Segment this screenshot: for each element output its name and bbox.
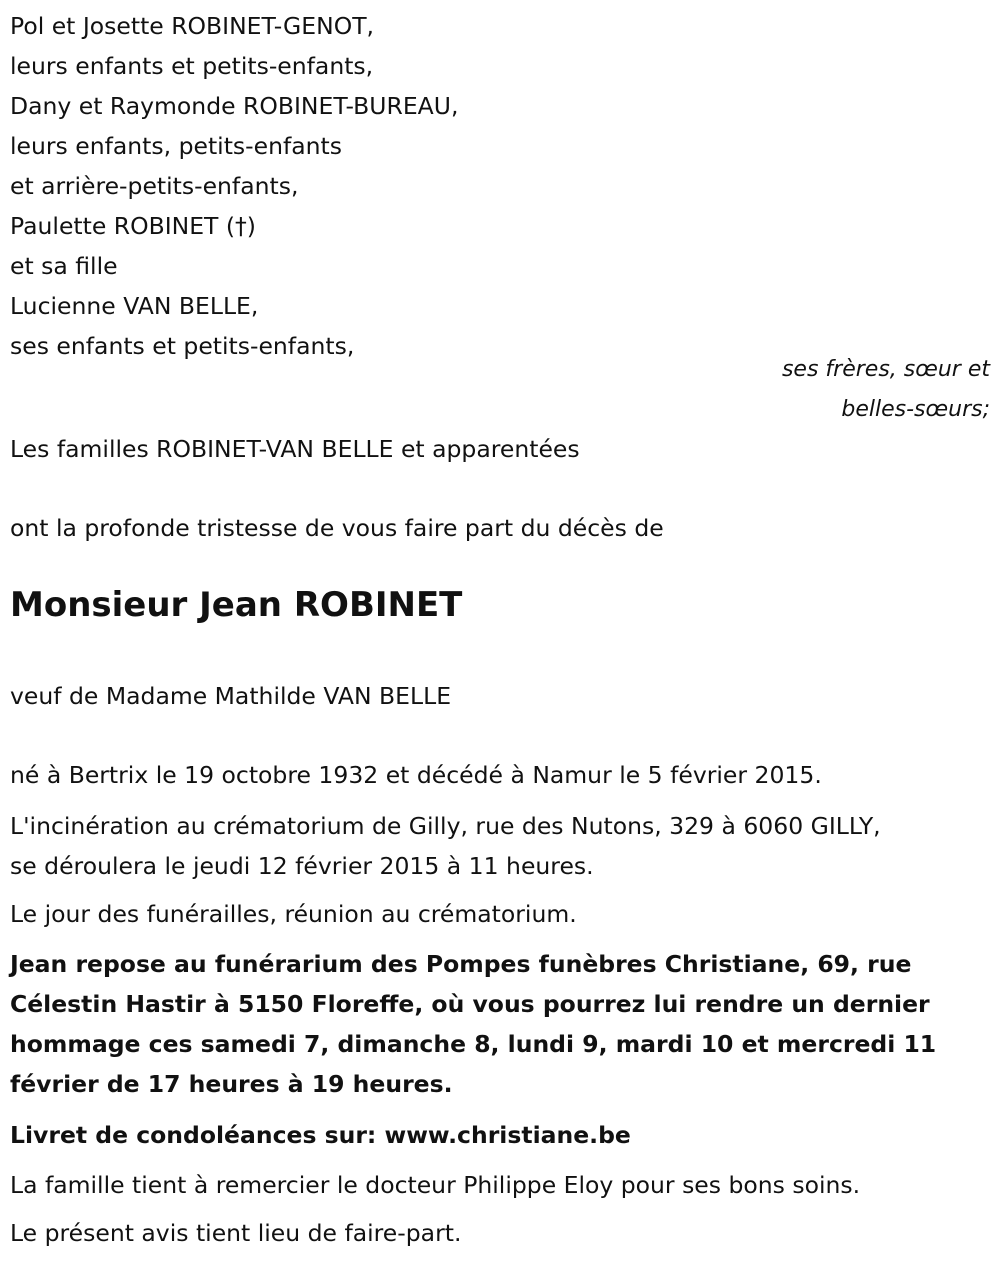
- deceased-name: Monsieur Jean ROBINET: [10, 585, 463, 625]
- announcement: ont la profonde tristesse de vous faire part du décès de: [10, 514, 664, 542]
- family-line: et sa fille: [10, 252, 118, 280]
- family-line: et arrière-petits-enfants,: [10, 172, 299, 200]
- cremation-line: se déroulera le jeudi 12 février 2015 à 11 heures.: [10, 852, 594, 880]
- family-line: leurs enfants et petits-enfants,: [10, 52, 374, 80]
- siblings-line: ses frères, sœur et: [781, 357, 990, 382]
- thanks: La famille tient à remercier le docteur Philippe Eloy pour ses bons soins.: [10, 1171, 861, 1199]
- cremation-line: L'incinération au crématorium de Gilly, rue des Nutons, 329 à 6060 GILLY,: [10, 812, 881, 840]
- cremation: [10, 806, 881, 886]
- family-line: Lucienne VAN BELLE,: [10, 292, 259, 320]
- family-line: leurs enfants, petits-enfants: [10, 132, 343, 160]
- family-list: [10, 6, 458, 366]
- family-line: Paulette ROBINET (†): [10, 212, 256, 240]
- gathering: Le jour des funérailles, réunion au crématorium.: [10, 900, 577, 928]
- birth-death: né à Bertrix le 19 octobre 1932 et décédé à Namur le 5 février 2015.: [10, 761, 822, 789]
- siblings-line: belles-sœurs;: [841, 397, 990, 422]
- family-line: ses enfants et petits-enfants,: [10, 332, 355, 360]
- condolences: Livret de condoléances sur: www.christiane.be: [10, 1121, 631, 1149]
- family-line: Pol et Josette ROBINET-GENOT,: [10, 12, 375, 40]
- families: Les familles ROBINET-VAN BELLE et apparentées: [10, 435, 580, 463]
- visitation-line: Célestin Hastir à 5150 Floreffe, où vous pourrez lui rendre un dernier: [10, 990, 930, 1018]
- visitation-line: février de 17 heures à 19 heures.: [10, 1070, 453, 1098]
- notice: Le présent avis tient lieu de faire-part.: [10, 1219, 462, 1247]
- widower-of: veuf de Madame Mathilde VAN BELLE: [10, 682, 452, 710]
- visitation-line: Jean repose au funérarium des Pompes funèbres Christiane, 69, rue: [10, 950, 912, 978]
- family-line: Dany et Raymonde ROBINET-BUREAU,: [10, 92, 459, 120]
- visitation-line: hommage ces samedi 7, dimanche 8, lundi 9, mardi 10 et mercredi 11: [10, 1030, 937, 1058]
- siblings-note: [782, 350, 990, 430]
- visitation: [10, 945, 936, 1105]
